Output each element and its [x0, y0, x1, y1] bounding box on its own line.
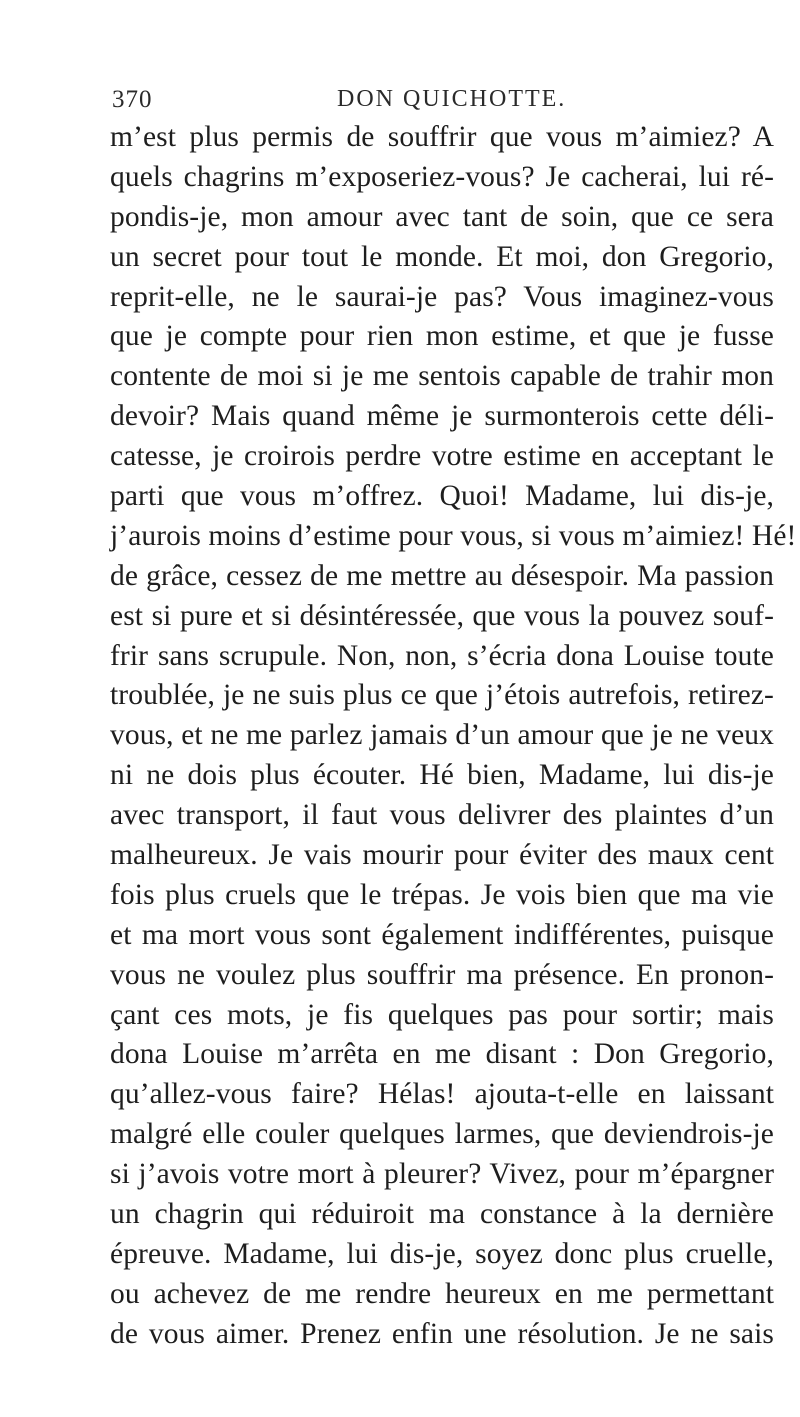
text-line: un secret pour tout le monde. Et moi, don Gregorio,	[110, 240, 774, 273]
text-line: j’aurois moins d’estime pour vous, si vous m’aimiez! Hé!	[110, 519, 797, 552]
text-line: contente de moi si je me sentois capable de trahir mon	[110, 360, 774, 393]
text-line: parti que vous m’offrez. Quoi! Madame, lui dis-je,	[110, 480, 774, 513]
text-line: devoir? Mais quand même je surmonterois cette déli-	[110, 400, 774, 433]
text-line: qu’allez-vous faire? Hélas! ajouta-t-elle en laissant	[110, 1078, 774, 1111]
text-line: çant ces mots, je fis quelques pas pour sortir; mais	[110, 998, 774, 1031]
text-line: vous, et ne me parlez jamais d’un amour que je ne veux	[110, 719, 774, 752]
body-text	[110, 118, 797, 1355]
text-line: un chagrin qui réduiroit ma constance à la dernière	[110, 1198, 774, 1231]
text-line: reprit-elle, ne le saurai-je pas? Vous imaginez-vous	[110, 280, 774, 313]
text-line: et ma mort vous sont également indifférentes, puisque	[110, 918, 774, 951]
text-line: est si pure et si désintéressée, que vous la pouvez souf-	[110, 599, 774, 632]
text-line: de vous aimer. Prenez enfin une résolution. Je ne sais	[110, 1317, 774, 1350]
text-line: frir sans scrupule. Non, non, s’écria dona Louise toute	[110, 639, 774, 672]
text-line: quels chagrins m’exposeriez-vous? Je cacherai, lui ré-	[110, 160, 774, 193]
text-line: épreuve. Madame, lui dis-je, soyez donc plus cruelle,	[110, 1237, 774, 1270]
text-line: pondis-je, mon amour avec tant de soin, que ce sera	[110, 200, 774, 233]
text-line: de grâce, cessez de me mettre au désespoir. Ma passion	[110, 559, 774, 592]
text-line: dona Louise m’arrêta en me disant : Don Gregorio,	[110, 1038, 774, 1071]
text-line: malgré elle couler quelques larmes, que deviendrois-je	[110, 1118, 774, 1151]
text-line: que je compte pour rien mon estime, et que je fusse	[110, 320, 774, 353]
running-title: DON QUICHOTTE.	[337, 86, 567, 112]
text-line: vous ne voulez plus souffrir ma présence. En pronon-	[110, 958, 774, 991]
text-line: catesse, je croirois perdre votre estime en acceptant le	[110, 440, 774, 473]
text-line: avec transport, il faut vous delivrer des plaintes d’un	[110, 799, 774, 832]
text-line: m’est plus permis de souffrir que vous m’aimiez? A	[110, 121, 774, 153]
page-number: 370	[112, 86, 153, 113]
text-line: troublée, je ne suis plus ce que j’étois autrefois, retirez-	[110, 679, 774, 712]
running-head	[112, 86, 772, 116]
text-line: malheureux. Je vais mourir pour éviter des maux cent	[110, 839, 774, 872]
text-line: fois plus cruels que le trépas. Je vois bien que ma vie	[110, 878, 774, 911]
text-line: ni ne dois plus écouter. Hé bien, Madame, lui dis-je	[110, 759, 774, 792]
text-line: ou achevez de me rendre heureux en me permettant	[110, 1277, 774, 1310]
text-line: si j’avois votre mort à pleurer? Vivez, pour m’épargner	[110, 1158, 774, 1191]
